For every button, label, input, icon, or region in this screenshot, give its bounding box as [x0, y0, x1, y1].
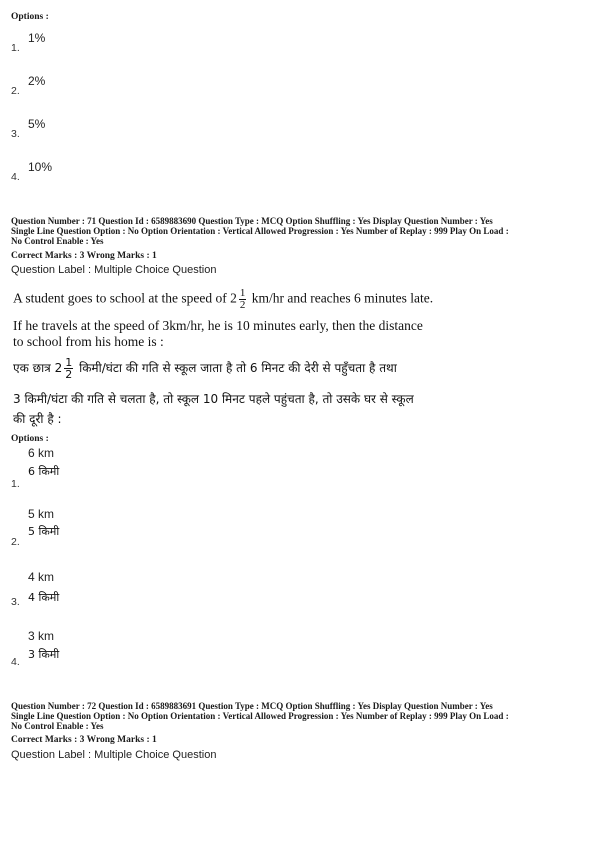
- marks-info: Correct Marks : 3 Wrong Marks : 1: [11, 735, 157, 745]
- option-value-en: 4 km: [28, 570, 55, 584]
- option-value-en: 6 km: [28, 446, 55, 460]
- fraction: [64, 357, 73, 380]
- option-value: 5%: [28, 117, 46, 131]
- option-value: 1%: [28, 31, 46, 45]
- question-text-en-line: If he travels at the speed of 3km/hr, he is 10 minutes early, then the distance: [13, 318, 423, 333]
- option-number: 3.: [11, 128, 20, 140]
- text-segment: A student goes to school at the speed of 2: [13, 290, 237, 306]
- fraction-numerator: 1: [239, 287, 246, 299]
- option-value-hi: 6 किमी: [28, 465, 60, 478]
- options-heading: Options :: [11, 434, 49, 444]
- fraction: [239, 288, 247, 311]
- options-heading: Options :: [11, 12, 49, 22]
- meta-line: No Control Enable : Yes: [11, 236, 104, 246]
- option-value: 10%: [28, 160, 53, 174]
- question-text-hi-line: [13, 357, 397, 380]
- meta-line: Question Number : 71 Question Id : 6589883690 Question Type : MCQ Option Shuffling : Yes Display Question Number : Yes: [11, 216, 493, 226]
- fraction-numerator: 1: [65, 356, 73, 369]
- question-text-hi-line: 3 किमी/घंटा की गति से चलता है, तो स्कूल 10 मिनट पहले पहुंचता है, तो उसके घर से स्कूल: [13, 392, 414, 406]
- fraction-denominator: 2: [65, 368, 73, 381]
- question-label: Question Label : Multiple Choice Question: [11, 749, 217, 761]
- option-number: 4.: [11, 656, 20, 668]
- option-number: 1.: [11, 42, 20, 54]
- option-number: 3.: [11, 596, 20, 608]
- option-value-hi: 3 किमी: [28, 648, 60, 661]
- question-meta: [11, 216, 586, 246]
- option-value: 2%: [28, 74, 46, 88]
- option-number: 2.: [11, 536, 20, 548]
- option-value-hi: 5 किमी: [28, 525, 60, 538]
- question-text-en-line: [13, 288, 433, 311]
- option-value-hi: 4 किमी: [28, 591, 60, 604]
- text-segment: किमी/घंटा की गति से स्कूल जाता है तो 6 मिनट की देरी से पहुँचता है तथा: [75, 361, 397, 375]
- option-value-en: 3 km: [28, 629, 55, 643]
- option-number: 4.: [11, 171, 20, 183]
- option-number: 1.: [11, 478, 20, 490]
- meta-line: No Control Enable : Yes: [11, 721, 104, 731]
- question-meta: [11, 701, 586, 731]
- option-number: 2.: [11, 85, 20, 97]
- question-text-en-line: to school from his home is :: [13, 334, 164, 349]
- meta-line: Single Line Question Option : No Option Orientation : Vertical Allowed Progression : Yes Number of Replay : 999 Play On Load :: [11, 226, 509, 236]
- fraction-denominator: 2: [239, 299, 246, 311]
- meta-line: Question Number : 72 Question Id : 6589883691 Question Type : MCQ Option Shuffling : Yes Display Question Number : Yes: [11, 701, 493, 711]
- text-segment: एक छात्र 2: [13, 361, 63, 375]
- question-text-hi-line: की दूरी है :: [13, 412, 62, 426]
- text-segment: km/hr and reaches 6 minutes late.: [248, 290, 434, 306]
- question-label: Question Label : Multiple Choice Question: [11, 264, 217, 276]
- option-value-en: 5 km: [28, 507, 55, 521]
- meta-line: Single Line Question Option : No Option Orientation : Vertical Allowed Progression : Yes Number of Replay : 999 Play On Load :: [11, 711, 509, 721]
- marks-info: Correct Marks : 3 Wrong Marks : 1: [11, 251, 157, 261]
